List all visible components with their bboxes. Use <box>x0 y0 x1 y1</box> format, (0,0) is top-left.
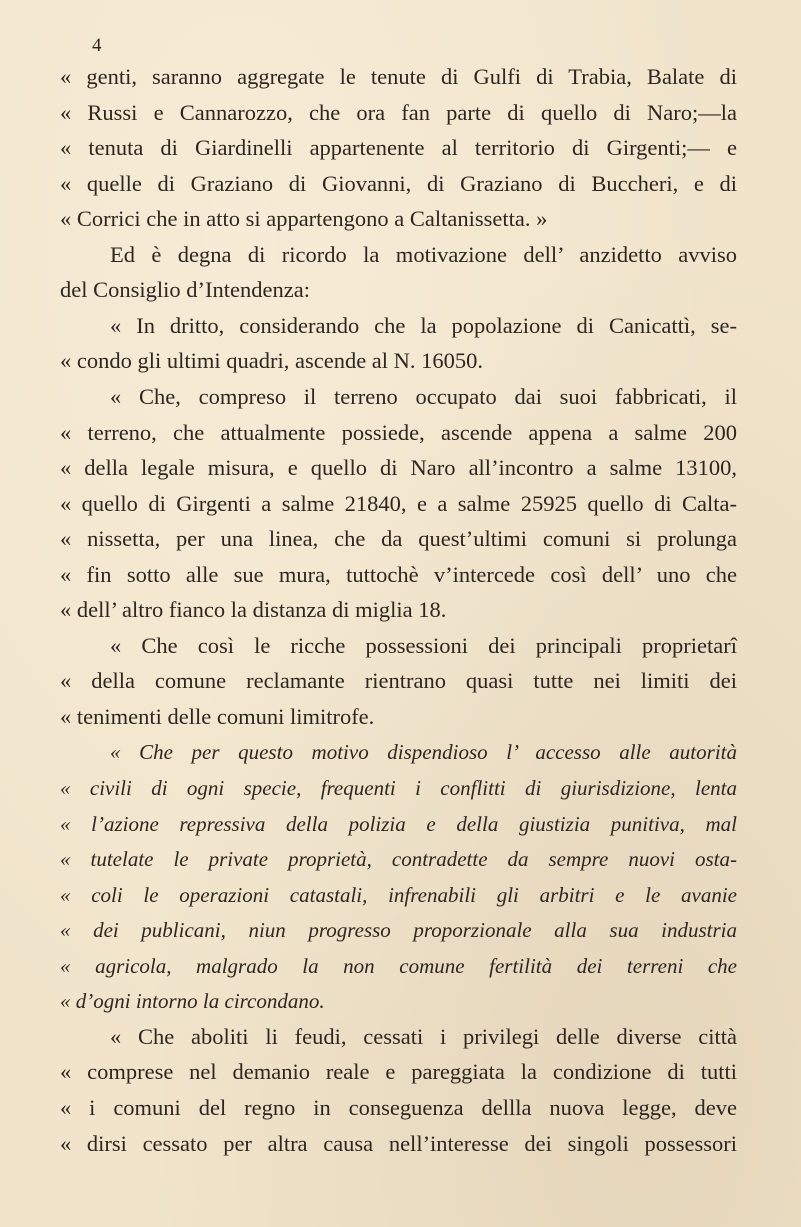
text-line: « civili di ogni specie, frequenti i conflitti di giurisdizione, lenta <box>60 776 737 800</box>
text-line: « della comune reclamante rientrano quasi tutte nei limiti dei <box>60 668 737 694</box>
text-line: « della legale misura, e quello di Naro all’incontro a salme 13100, <box>60 455 737 480</box>
text-line: « quelle di Graziano di Giovanni, di Graziano di Buccheri, e di <box>60 170 737 196</box>
text-line: « Che aboliti li feudi, cessati i privilegi delle diverse città <box>110 1023 737 1049</box>
text-line: « l’azione repressiva della polizia e della giustizia punitiva, mal <box>60 811 737 836</box>
text-line: « Che così le ricche possessioni dei principali proprietarî <box>110 632 737 658</box>
text-line: « tenuta di Giardinelli appartenente al territorio di Girgenti;— e <box>60 135 737 161</box>
text-line: del Consiglio d’Intendenza: <box>60 277 310 303</box>
text-line: « In dritto, considerando che la popolazione di Canicattì, se- <box>110 312 737 338</box>
text-line: « quello di Girgenti a salme 21840, e a salme 25925 quello di Calta- <box>60 490 737 516</box>
text-line: « tenimenti delle comuni limitrofe. <box>60 703 375 729</box>
text-line: « terreno, che attualmente possiede, ascende appena a salme 200 <box>60 419 737 445</box>
text-line: « comprese nel demanio reale e pareggiata la condizione di tutti <box>60 1059 737 1085</box>
text-line: « coli le operazioni catastali, infrenabili gli arbitri e le avanie <box>60 882 737 907</box>
text-line: « i comuni del regno in conseguenza dellla nuova legge, deve <box>60 1094 737 1120</box>
text-line: « Corrici che in atto si appartengono a Caltanissetta. » <box>60 206 548 232</box>
text-line: Ed è degna di ricordo la motivazione dell’ anzidetto avviso <box>110 241 737 267</box>
text-line: « condo gli ultimi quadri, ascende al N. 16050. <box>60 348 484 374</box>
text-line: « agricola, malgrado la non comune fertilità dei terreni che <box>60 953 737 978</box>
text-line: « d’ogni intorno la circondano. <box>60 989 325 1014</box>
text-line: « Russi e Cannarozzo, che ora fan parte di quello di Naro;—la <box>60 99 737 125</box>
text-line: « dirsi cessato per altra causa nell’interesse dei singoli possessori <box>60 1130 737 1156</box>
page-number: 4 <box>92 35 102 56</box>
text-line: « Che per questo motivo dispendioso l’ accesso alle autorità <box>110 740 737 765</box>
text-line: « fin sotto alle sue mura, tuttochè v’intercede così dell’ uno che <box>60 561 737 587</box>
text-line: « dei publicani, niun progresso proporzionale alla sua industria <box>60 918 737 943</box>
text-line: « dell’ altro fianco la distanza di miglia 18. <box>60 597 447 623</box>
text-line: « tutelate le private proprietà, contradette da sempre nuovi osta- <box>60 847 737 872</box>
text-line: « Che, compreso il terreno occupato dai suoi fabbricati, il <box>110 383 737 409</box>
text-line: « genti, saranno aggregate le tenute di Gulfi di Trabia, Balate di <box>60 64 737 89</box>
text-line: « nissetta, per una linea, che da quest’ultimi comuni si prolunga <box>60 526 737 552</box>
